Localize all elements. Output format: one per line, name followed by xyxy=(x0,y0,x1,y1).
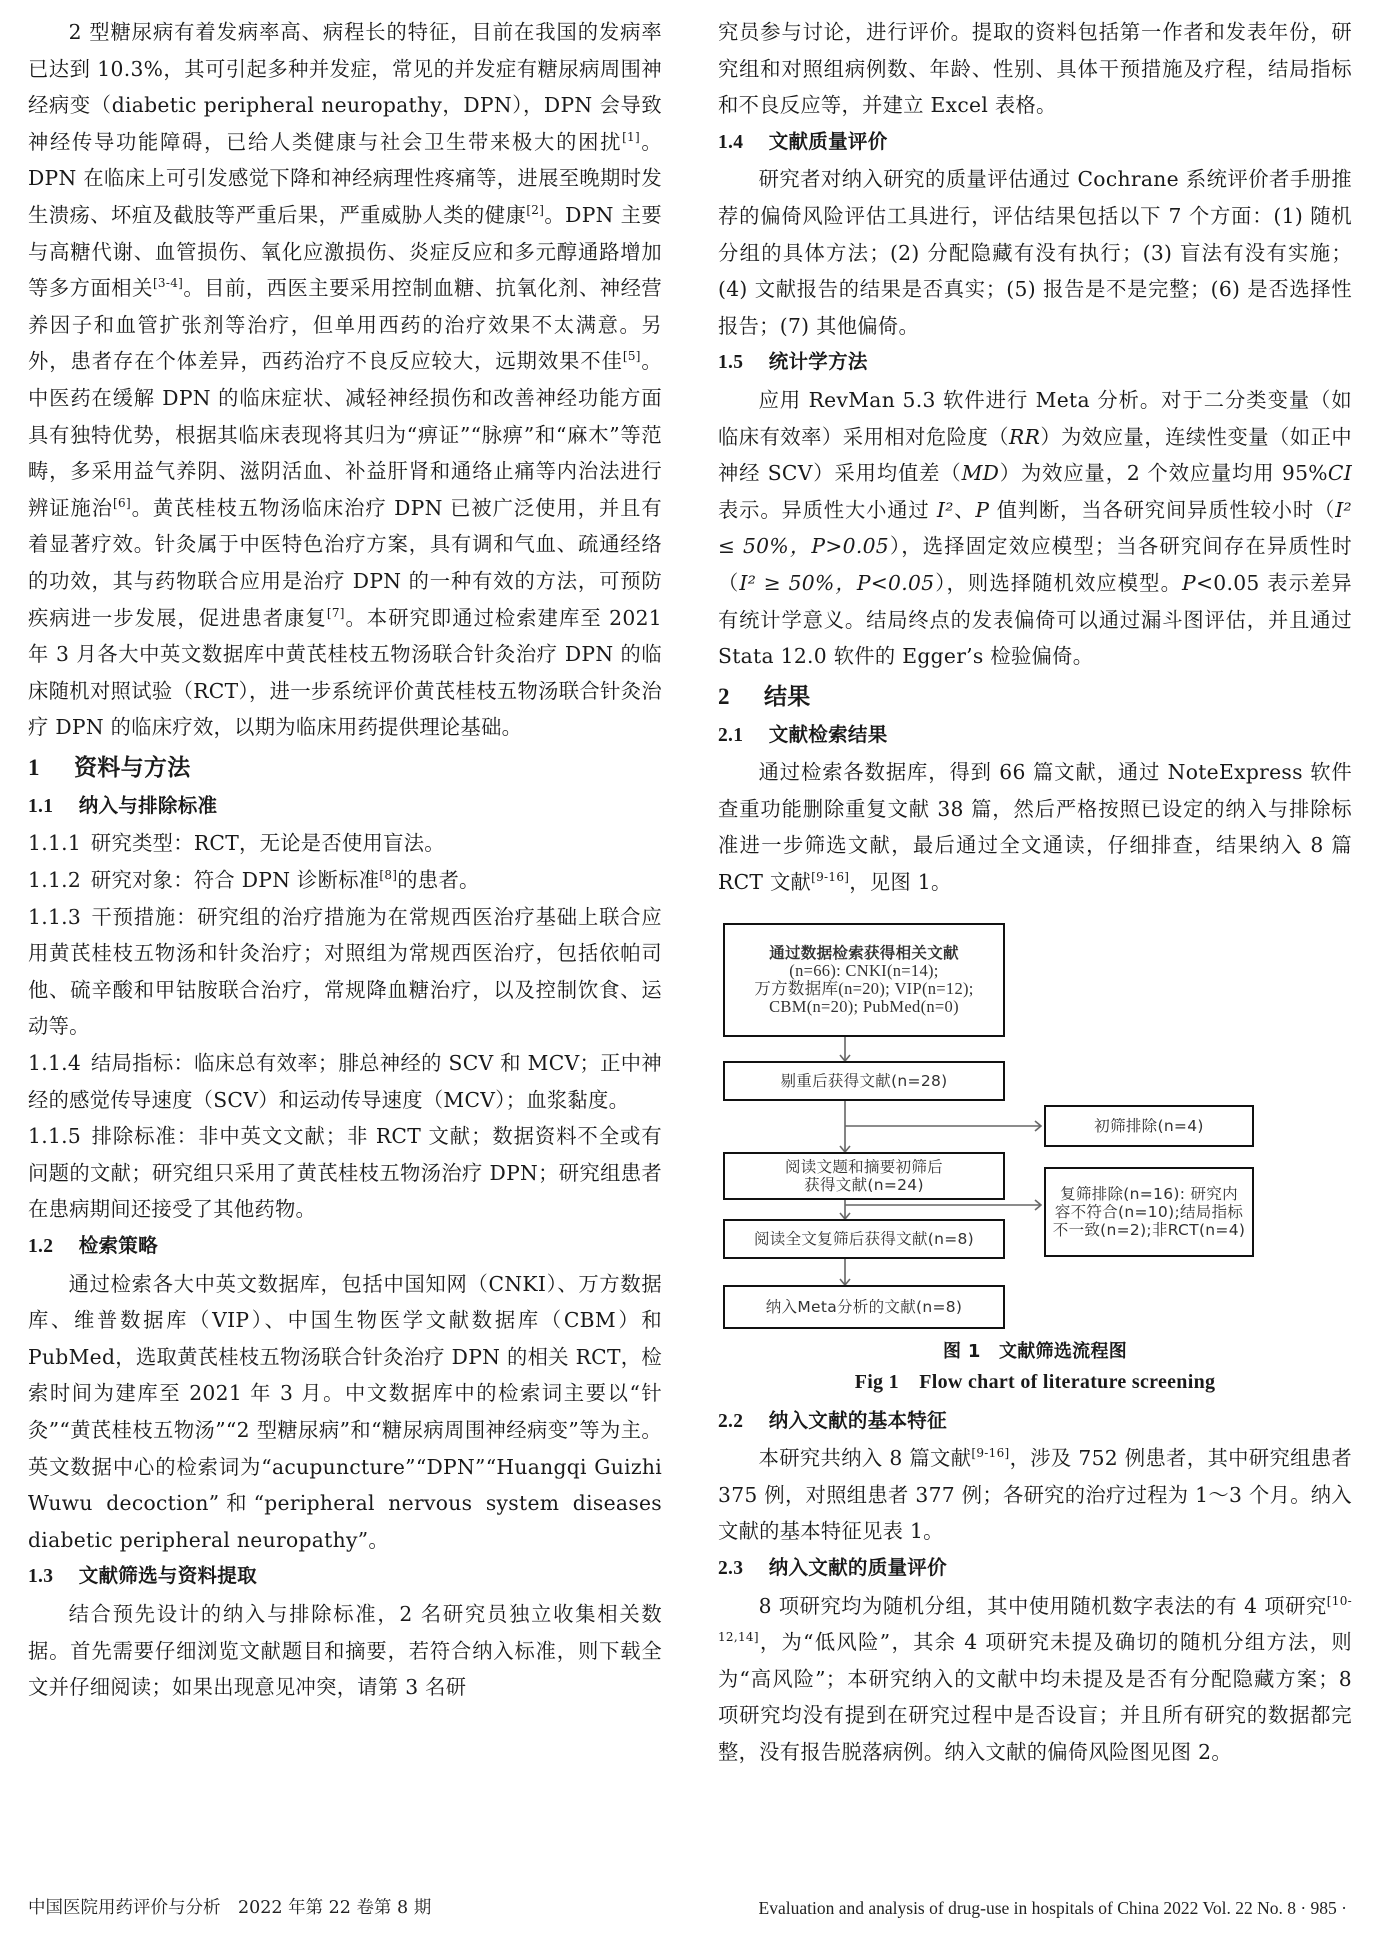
citation: [9-16] xyxy=(971,1446,1010,1461)
section-heading-2: 2 结果 xyxy=(718,683,811,710)
intro-paragraph: 2 型糖尿病有着发病率高、病程长的特征，目前在我国的发病率已达到 10.3%，其可引起多种并发症，常见的并发症有糖尿病周围神经病变（diabetic peripheral neuropathy，DPN），DPN 会导致神经传导功能障碍，已给人类健康与社会卫生带来极大的困扰[1]。DPN 在临床上可引发感觉下降和神经病理性疼痛等，进展至晚期时发生溃疡、坏疽及截肢等严重后果，严重威胁人类的健康[2]。DPN 主要与高糖代谢、血管损伤、氧化应激损伤、炎症反应和多元醇通路增加等多方面相关[3-4]。目前，西医主要采用控制血糖、抗氧化剂、神经营养因子和血管扩张剂等治疗，但单用西药的治疗效果不太满意。另外，患者存在个体差异，西药治疗不良反应较大，远期效果不佳[5]。中医药在缓解 DPN 的临床症状、减轻神经损伤和改善神经功能方面具有独特优势，根据其临床表现将其归为“痹证”“脉痹”和“麻木”等范畴，多采用益气养阴、滋阴活血、补益肝肾和通络止痛等内治法进行辨证施治[6]。黄芪桂枝五物汤临床治疗 DPN 已被广泛使用，并且有着显著疗效。针灸属于中医特色治疗方案，具有调和气血、疏通经络的功效，其与药物联合应用是治疗 DPN 的一种有效的方法，可预防疾病进一步发展，促进患者康复[7]。本研究即通过检索建库至 2021 年 3 月各大中英文数据库中黄芪桂枝五物汤联合针灸治疗 DPN 的临床随机对照试验（RCT），进一步系统评价黄芪桂枝五物汤联合针灸治疗 DPN 的临床疗效，以期为临床用药提供理论基础。 xyxy=(28,20,663,740)
criteria-item: 1.1.3 干预措施：研究组的治疗措施为在常规西医治疗基础上联合应用黄芪桂枝五物汤和针灸治疗；对照组为常规西医治疗，包括依帕司他、硫辛酸和甲钴胺联合治疗，常规降血糖治疗，以及控制饮食、运动等。 xyxy=(28,904,662,1039)
flow-box-initial-exclusion: 初筛排除(n=4) xyxy=(1044,1105,1254,1147)
flow-box-title-abstract-screened: 阅读文题和摘要初筛后 获得文献(n=24) xyxy=(723,1152,1005,1200)
search-results-paragraph: 通过检索各数据库，得到 66 篇文献，通过 NoteExpress 软件查重功能删除重复文献 38 篇，然后严格按照已设定的纳入与排除标准进一步筛选文献，最后通过全文通读，仔细排查，结果纳入 8 篇 RCT 文献[9-16]，见图 1。 xyxy=(718,760,1352,895)
subsection-heading-2-2: 2.2 纳入文献的基本特征 xyxy=(718,1408,947,1432)
section-heading-1: 1 资料与方法 xyxy=(28,754,191,781)
subsection-heading-1-2: 1.2 检索策略 xyxy=(28,1234,158,1257)
criteria-item: 1.1.2 研究对象：符合 DPN 诊断标准[8]的患者。 xyxy=(28,868,480,893)
citation: [1] xyxy=(622,129,640,144)
figure-caption-chinese: 图 1 文献筛选流程图 xyxy=(942,1340,1128,1362)
citation: [3-4] xyxy=(152,276,184,291)
subsection-heading-1-1: 1.1 纳入与排除标准 xyxy=(28,793,218,817)
journal-footer-english: Evaluation and analysis of drug-use in hospitals of China 2022 Vol. 22 No. 8 · 985 · xyxy=(758,1898,1347,1918)
quality-paragraph: 研究者对纳入研究的质量评估通过 Cochrane 系统评价者手册推荐的偏倚风险评估工具进行，评估结果包括以下 7 个方面：(1) 随机分组的具体方法；(2) 分配隐藏有没有执行；(3) 盲法有没有实施；(4) 文献报告的结果是否真实；(5) 报告是不是完整；(6) 是否选择性报告；(7) 其他偏倚。 xyxy=(718,167,1352,338)
criteria-item: 1.1.4 结局指标：临床总有效率；腓总神经的 SCV 和 MCV；正中神经的感觉传导速度（SCV）和运动传导速度（MCV）；血浆黏度。 xyxy=(28,1051,662,1112)
flow-box-fulltext-screened: 阅读全文复筛后获得文献(n=8) xyxy=(723,1219,1005,1259)
subsection-heading-2-1: 2.1 文献检索结果 xyxy=(718,722,888,746)
subsection-heading-1-3: 1.3 文献筛选与资料提取 xyxy=(28,1564,257,1588)
citation: [6] xyxy=(113,495,131,510)
criteria-item: 1.1.5 排除标准：非中英文文献；非 RCT 文献；数据资料不全或有问题的文献；研究组只采用了黄芪桂枝五物汤治疗 DPN；研究组患者在患病期间还接受了其他药物。 xyxy=(28,1124,662,1222)
flow-box-included: 纳入Meta分析的文献(n=8) xyxy=(723,1285,1005,1329)
quality-results-paragraph: 8 项研究均为随机分组，其中使用随机数字表法的有 4 项研究[10-12,14]，为“低风险”，其余 4 项研究未提及确切的随机分组方法，则为“高风险”；本研究纳入的文献中均未提及是否有分配隐藏方案；8 项研究均没有提到在研究过程中是否设盲；并且所有研究的数据都完整，没有报告脱落病例。纳入文献的偏倚风险图见图 2。 xyxy=(718,1593,1352,1764)
flow-chart-figure xyxy=(718,915,1352,1316)
citation: [5] xyxy=(622,349,641,364)
flow-box-identified: 通过数据检索获得相关文献 (n=66): CNKI(n=14); 万方数据库(n=20); VIP(n=12); CBM(n=20); PubMed(n=0) xyxy=(723,923,1005,1037)
screening-paragraph: 结合预先设计的纳入与排除标准，2 名研究员独立收集相关数据。首先需要仔细浏览文献题目和摘要，若符合纳入标准，则下载全文并仔细阅读；如果出现意见冲突，请第 3 名研 xyxy=(28,1601,662,1700)
screening-paragraph-continued: 究员参与讨论，进行评价。提取的资料包括第一作者和发表年份，研究组和对照组病例数、年龄、性别、具体干预措施及疗程，结局指标和不良反应等，并建立 Excel 表格。 xyxy=(718,20,1352,118)
subsection-heading-1-5: 1.5 统计学方法 xyxy=(718,350,868,374)
citation: [2] xyxy=(526,202,545,217)
search-strategy-paragraph: 通过检索各大中英文数据库，包括中国知网（CNKI）、万方数据库、维普数据库（VIP）、中国生物医学文献数据库（CBM）和 PubMed，选取黄芪桂枝五物汤联合针灸治疗 DPN 的相关 RCT，检索时间为建库至 2021 年 3 月。中文数据库中的检索词主要以“针灸”“黄芪桂枝五物汤”“2 型糖尿病”和“糖尿病周围神经病变”等为主。英文数据中心的检索词为“acupuncture”“DPN”“Huangqi Guizhi Wuwu decoction”和“peripheral nervous system diseases diabetic peripheral neuropathy”。 xyxy=(28,1271,662,1552)
right-column xyxy=(718,14,1352,1771)
statistics-paragraph: 应用 RevMan 5.3 软件进行 Meta 分析。对于二分类变量（如临床有效率）采用相对危险度（RR）为效应量，连续性变量（如正中神经 SCV）采用均值差（MD）为效应量，2 个效应量均用 95%CI 表示。异质性大小通过 I²、P 值判断，当各研究间异质性较小时（I² ≤ 50%，P>0.05），选择固定效应模型；当各研究间存在异质性时（I² ≥ 50%，P<0.05），则选择随机效应模型。P<0.05 表示差异有统计学意义。结局终点的发表偏倚可以通过漏斗图评估，并且通过 Stata 12.0 软件的 Egger’s 检验偏倚。 xyxy=(718,387,1353,669)
left-column xyxy=(28,14,662,1706)
subsection-heading-2-3: 2.3 纳入文献的质量评价 xyxy=(718,1556,947,1580)
flow-box-secondary-exclusion: 复筛排除(n=16): 研究内 容不符合(n=10);结局指标 不一致(n=2);非RCT(n=4) xyxy=(1044,1167,1254,1257)
characteristics-paragraph: 本研究共纳入 8 篇文献[9-16]，涉及 752 例患者，其中研究组患者 375 例，对照组患者 377 例；各研究的治疗过程为 1～3 个月。纳入文献的基本特征见表 1。 xyxy=(718,1446,1352,1544)
flow-box-deduplicated: 剔重后获得文献(n=28) xyxy=(723,1061,1005,1101)
subsection-heading-1-4: 1.4 文献质量评价 xyxy=(718,129,888,153)
citation: [7] xyxy=(326,605,345,620)
journal-footer-chinese: 中国医院用药评价与分析 2022 年第 22 卷第 8 期 xyxy=(28,1898,432,1918)
criteria-item: 1.1.1 研究类型：RCT，无论是否使用盲法。 xyxy=(28,831,445,856)
citation: [9-16] xyxy=(811,870,850,885)
citation: [8] xyxy=(379,868,398,883)
figure-caption-english: Fig 1 Flow chart of literature screening xyxy=(854,1370,1216,1393)
citation: [10-12,14] xyxy=(718,1593,1352,1645)
